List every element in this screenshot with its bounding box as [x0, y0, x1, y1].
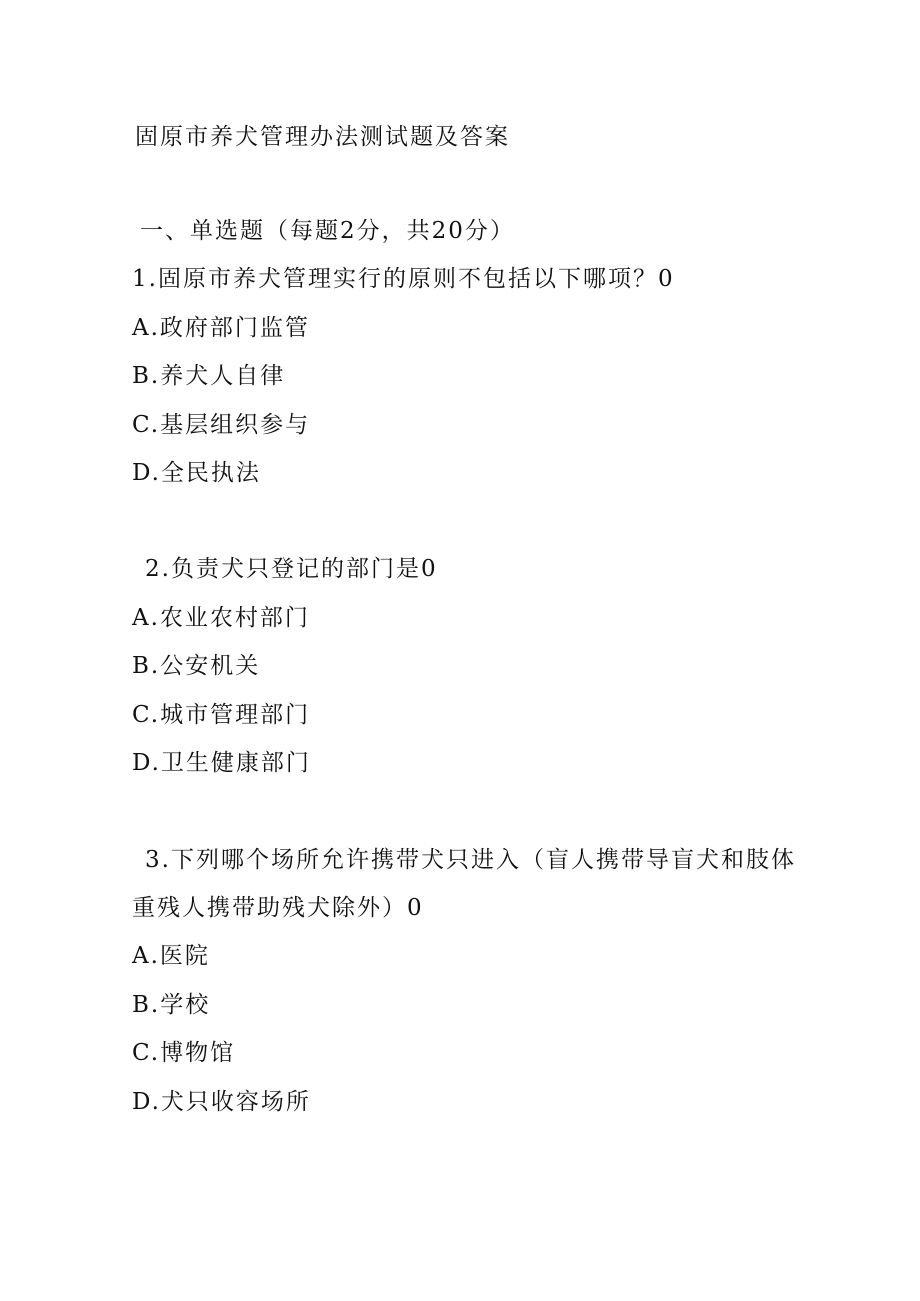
question-1-option-c: C.基层组织参与 — [132, 412, 311, 438]
question-1-option-d: D.全民执法 — [132, 460, 261, 486]
document-title: 固原市养犬管理办法测试题及答案 — [135, 124, 510, 150]
question-3-text-line-1: 3.下列哪个场所允许携带犬只进入（盲人携带导盲犬和肢体 — [145, 847, 796, 873]
question-2-option-a: A.农业农村部门 — [132, 605, 310, 631]
section-heading: 一、单选题（每题2分，共20分） — [140, 218, 515, 244]
question-1-option-b: B.养犬人自律 — [132, 363, 286, 389]
question-1-option-a: A.政府部门监管 — [132, 315, 310, 341]
question-2-text: 2.负责犬只登记的部门是0 — [145, 556, 438, 582]
question-3-text-line-2: 重残人携带助残犬除外）0 — [132, 895, 424, 921]
question-2-option-b: B.公安机关 — [132, 653, 261, 679]
question-3-option-d: D.犬只收容场所 — [132, 1089, 311, 1115]
question-2-option-c: C.城市管理部门 — [132, 702, 311, 728]
question-1-text: 1.固原市养犬管理实行的原则不包括以下哪项？0 — [132, 266, 675, 292]
question-3-option-a: A.医院 — [132, 943, 210, 969]
question-2-option-d: D.卫生健康部门 — [132, 750, 311, 776]
question-3-option-c: C.博物馆 — [132, 1040, 236, 1066]
question-3-option-b: B.学校 — [132, 992, 211, 1018]
